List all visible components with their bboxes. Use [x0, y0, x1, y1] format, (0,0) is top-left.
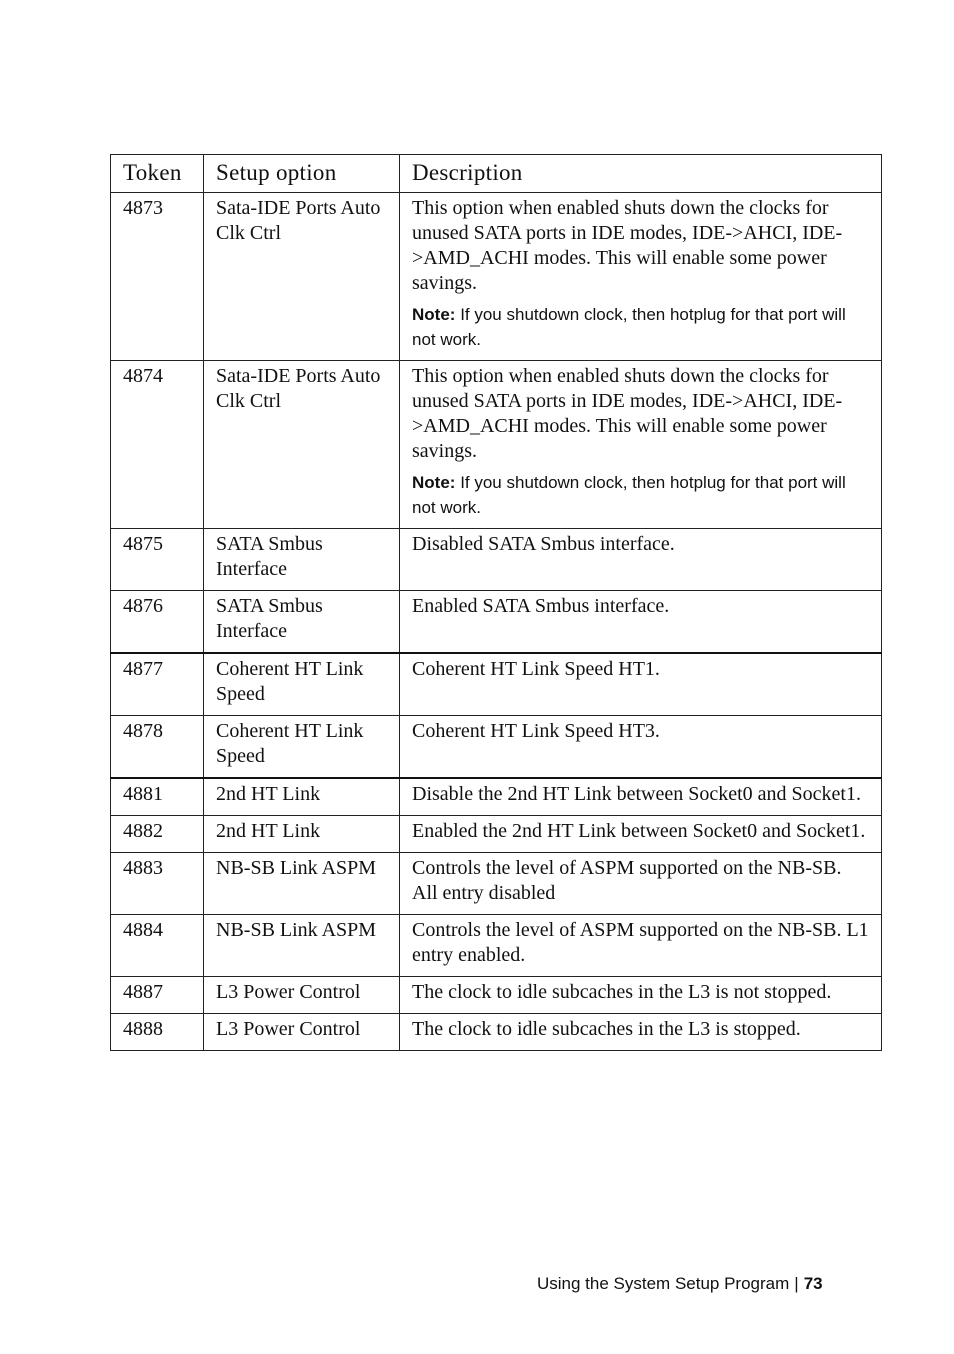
token-cell: 4888	[111, 1014, 204, 1051]
description-cell	[400, 193, 882, 361]
description-cell	[400, 915, 882, 977]
token-cell: 4881	[111, 778, 204, 816]
description-text: Enabled SATA Smbus interface.	[412, 595, 670, 617]
table-row	[111, 361, 882, 529]
footer-section-title: Using the System Setup Program	[537, 1274, 790, 1293]
table-row	[111, 716, 882, 779]
note-label: Note:	[412, 305, 456, 324]
token-cell: 4873	[111, 193, 204, 361]
description-cell	[400, 816, 882, 853]
description-cell	[400, 853, 882, 915]
token-cell: 4877	[111, 653, 204, 716]
token-cell: 4876	[111, 591, 204, 654]
setup-option-cell: SATA Smbus Interface	[204, 529, 400, 591]
token-cell: 4874	[111, 361, 204, 529]
setup-option-cell: 2nd HT Link	[204, 778, 400, 816]
description-text: Coherent HT Link Speed HT3.	[412, 720, 660, 742]
description-cell	[400, 361, 882, 529]
table-row	[111, 977, 882, 1014]
header-token: Token	[111, 155, 204, 193]
note-text: If you shutdown clock, then hotplug for that port will not work.	[412, 305, 846, 349]
description-text: Controls the level of ASPM supported on the NB-SB. All entry disabled	[412, 857, 842, 904]
table-row	[111, 915, 882, 977]
description-cell	[400, 653, 882, 716]
note-text: If you shutdown clock, then hotplug for that port will not work.	[412, 473, 846, 517]
token-cell: 4878	[111, 716, 204, 779]
setup-option-cell: Sata-IDE Ports Auto Clk Ctrl	[204, 193, 400, 361]
token-cell: 4875	[111, 529, 204, 591]
setup-option-cell: Sata-IDE Ports Auto Clk Ctrl	[204, 361, 400, 529]
note	[412, 302, 869, 352]
footer-separator: |	[794, 1274, 799, 1293]
setup-option-cell: NB-SB Link ASPM	[204, 853, 400, 915]
setup-options-table	[110, 154, 882, 1051]
description-text: Controls the level of ASPM supported on the NB-SB. L1 entry enabled.	[412, 919, 869, 966]
setup-option-cell: Coherent HT Link Speed	[204, 653, 400, 716]
table-row	[111, 816, 882, 853]
table-header-row	[111, 155, 882, 193]
description-cell	[400, 778, 882, 816]
setup-option-cell: L3 Power Control	[204, 1014, 400, 1051]
description-text: The clock to idle subcaches in the L3 is not stopped.	[412, 981, 832, 1003]
description-text: Coherent HT Link Speed HT1.	[412, 658, 660, 680]
description-cell	[400, 716, 882, 779]
header-description: Description	[400, 155, 882, 193]
setup-option-cell: NB-SB Link ASPM	[204, 915, 400, 977]
setup-option-cell: 2nd HT Link	[204, 816, 400, 853]
description-text: This option when enabled shuts down the clocks for unused SATA ports in IDE modes, IDE->AHCI, IDE->AMD_ACHI modes. This will enable some power savings.	[412, 365, 843, 462]
table-row	[111, 193, 882, 361]
description-text: Disabled SATA Smbus interface.	[412, 533, 675, 555]
description-cell	[400, 1014, 882, 1051]
note-label: Note:	[412, 473, 456, 492]
token-cell: 4887	[111, 977, 204, 1014]
page-footer	[537, 1272, 823, 1296]
table-row	[111, 529, 882, 591]
page-number: 73	[803, 1274, 823, 1293]
table-row	[111, 591, 882, 654]
description-cell	[400, 977, 882, 1014]
token-cell: 4884	[111, 915, 204, 977]
description-cell	[400, 591, 882, 654]
note	[412, 470, 869, 520]
table-row	[111, 653, 882, 716]
description-text: Enabled the 2nd HT Link between Socket0 and Socket1.	[412, 820, 866, 842]
description-text: Disable the 2nd HT Link between Socket0 and Socket1.	[412, 783, 861, 805]
table-row	[111, 853, 882, 915]
setup-option-cell: SATA Smbus Interface	[204, 591, 400, 654]
table-row	[111, 1014, 882, 1051]
description-text: This option when enabled shuts down the clocks for unused SATA ports in IDE modes, IDE->AHCI, IDE->AMD_ACHI modes. This will enable some power savings.	[412, 197, 843, 294]
token-cell: 4882	[111, 816, 204, 853]
setup-option-cell: L3 Power Control	[204, 977, 400, 1014]
header-setup-option: Setup option	[204, 155, 400, 193]
setup-option-cell: Coherent HT Link Speed	[204, 716, 400, 779]
token-cell: 4883	[111, 853, 204, 915]
table-body	[111, 193, 882, 1051]
description-text: The clock to idle subcaches in the L3 is stopped.	[412, 1018, 801, 1040]
table-row	[111, 778, 882, 816]
description-cell	[400, 529, 882, 591]
